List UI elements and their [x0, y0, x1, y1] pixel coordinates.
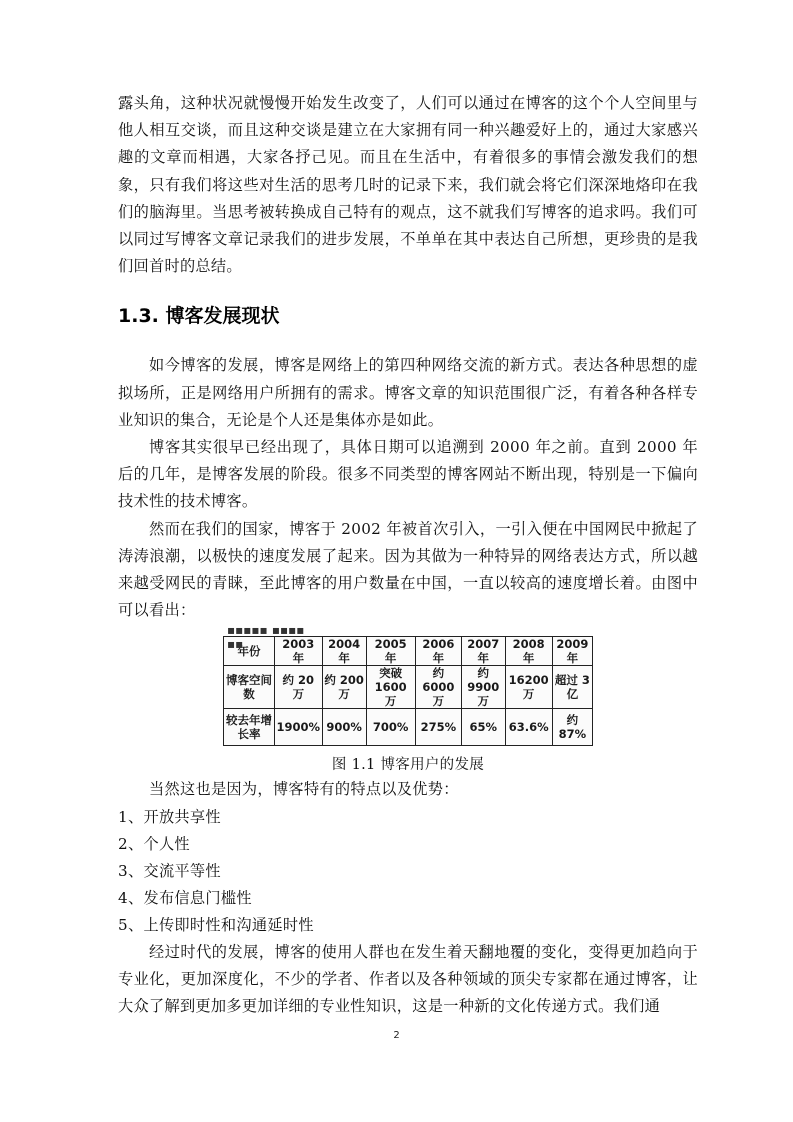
list-item: 5、上传即时性和沟通延时性 [118, 915, 314, 934]
table-cell: 16200 万 [505, 666, 552, 709]
table-row [224, 709, 593, 746]
page-content [118, 90, 698, 1020]
table-header-cell: 2005 年 [366, 637, 415, 666]
section-paragraph-3: 然而在我们的国家，博客于 2002 年被首次引入，一引入便在中国网民中掀起了涛涛浪潮，以极快的速度发展了起来。因为其做为一种特异的网络表达方式，所以越来越受网民的青睐，至此博客的用户数量在中国，一直以较高的速度增长着。由图中可以看出： [118, 519, 698, 620]
blog-growth-table [223, 636, 593, 746]
table-cell: 突破 1600 万 [366, 666, 415, 709]
table-cell: 约 20 万 [275, 666, 323, 709]
list-item: 3、交流平等性 [118, 861, 221, 880]
table-header-cell: 2006 年 [415, 637, 461, 666]
features-intro: 当然这也是因为，博客特有的特点以及优势： [149, 780, 459, 799]
list-item: 1、开放共享性 [118, 807, 221, 826]
table-header-cell: 2008 年 [505, 637, 552, 666]
table-header-cell: 2007 年 [461, 637, 505, 666]
table-cell: 1900% [275, 709, 323, 746]
table-cell: 63.6% [505, 709, 552, 746]
figure-caption: 图 1.1 博客用户的发展 [331, 757, 485, 774]
table-cell: 较去年增长率 [224, 709, 275, 746]
intro-paragraph: 露头角，这种状况就慢慢开始发生改变了，人们可以通过在博客的这个个人空间里与他人相互交谈，而且这种交谈是建立在大家拥有同一种兴趣爱好上的，通过大家感兴趣的文章而相遇，大家各抒己见。而且在生活中，有着很多的事情会激发我们的想象，只有我们将这些对生活的思考几时的记录下来，我们就会将它们深深地烙印在我们的脑海里。当思考被转换成自己特有的观点，这不就我们写博客的追求吗。我们可以同过写博客文章记录我们的进步发展，不单单在其中表达自己所想，更珍贵的是我们回首时的总结。 [118, 94, 698, 276]
table-cell: 博客空间数 [224, 666, 275, 709]
table-cell: 65% [461, 709, 505, 746]
table-header-cell: 年份 [224, 637, 275, 666]
table-cell: 超过 3 亿 [552, 666, 592, 709]
table-header-cell: 2004 年 [322, 637, 366, 666]
table-cell: 275% [415, 709, 461, 746]
table-cell: 约 200 万 [322, 666, 366, 709]
table-header-cell: 2009 年 [552, 637, 592, 666]
table-cell: 约 9900 万 [461, 666, 505, 709]
figure-1-1 [223, 623, 593, 746]
table-cell: 700% [366, 709, 415, 746]
table-header-cell: 2003 年 [275, 637, 323, 666]
list-item: 2、个人性 [118, 834, 190, 853]
table-cell: 约 87% [552, 709, 592, 746]
table-cell: 约 6000 万 [415, 666, 461, 709]
list-item: 4、发布信息门槛性 [118, 888, 252, 907]
section-paragraph-2: 博客其实很早已经出现了，具体日期可以追溯到 2000 年之前。直到 2000 年后的几年，是博客发展的阶段。很多不同类型的博客网站不断出现，特别是一下偏向技术性的技术博客。 [118, 438, 698, 511]
closing-paragraph: 经过时代的发展，博客的使用人群也在发生着天翻地覆的变化，变得更加趋向于专业化，更加深度化，不少的学者、作者以及各种领域的顶尖专家都在通过博客，让大众了解到更加多更加详细的专业性知识，这是一种新的文化传递方式。我们通 [118, 942, 698, 1016]
section-paragraph-1: 如今博客的发展，博客是网络上的第四种网络交流的新方式。表达各种思想的虚拟场所，正是网络用户所拥有的需求。博客文章的知识范围很广泛，有着各种各样专业知识的集合，无论是个人还是集体亦是如此。 [118, 356, 698, 429]
section-title: 1.3. 博客发展现状 [118, 305, 280, 328]
table-cell: 900% [322, 709, 366, 746]
page-number: 2 [393, 1030, 400, 1041]
scan-cropped-heading: ▪▪▪▪▪ ▪▪▪▪ ▪▪ [227, 623, 305, 652]
table-row [224, 666, 593, 709]
